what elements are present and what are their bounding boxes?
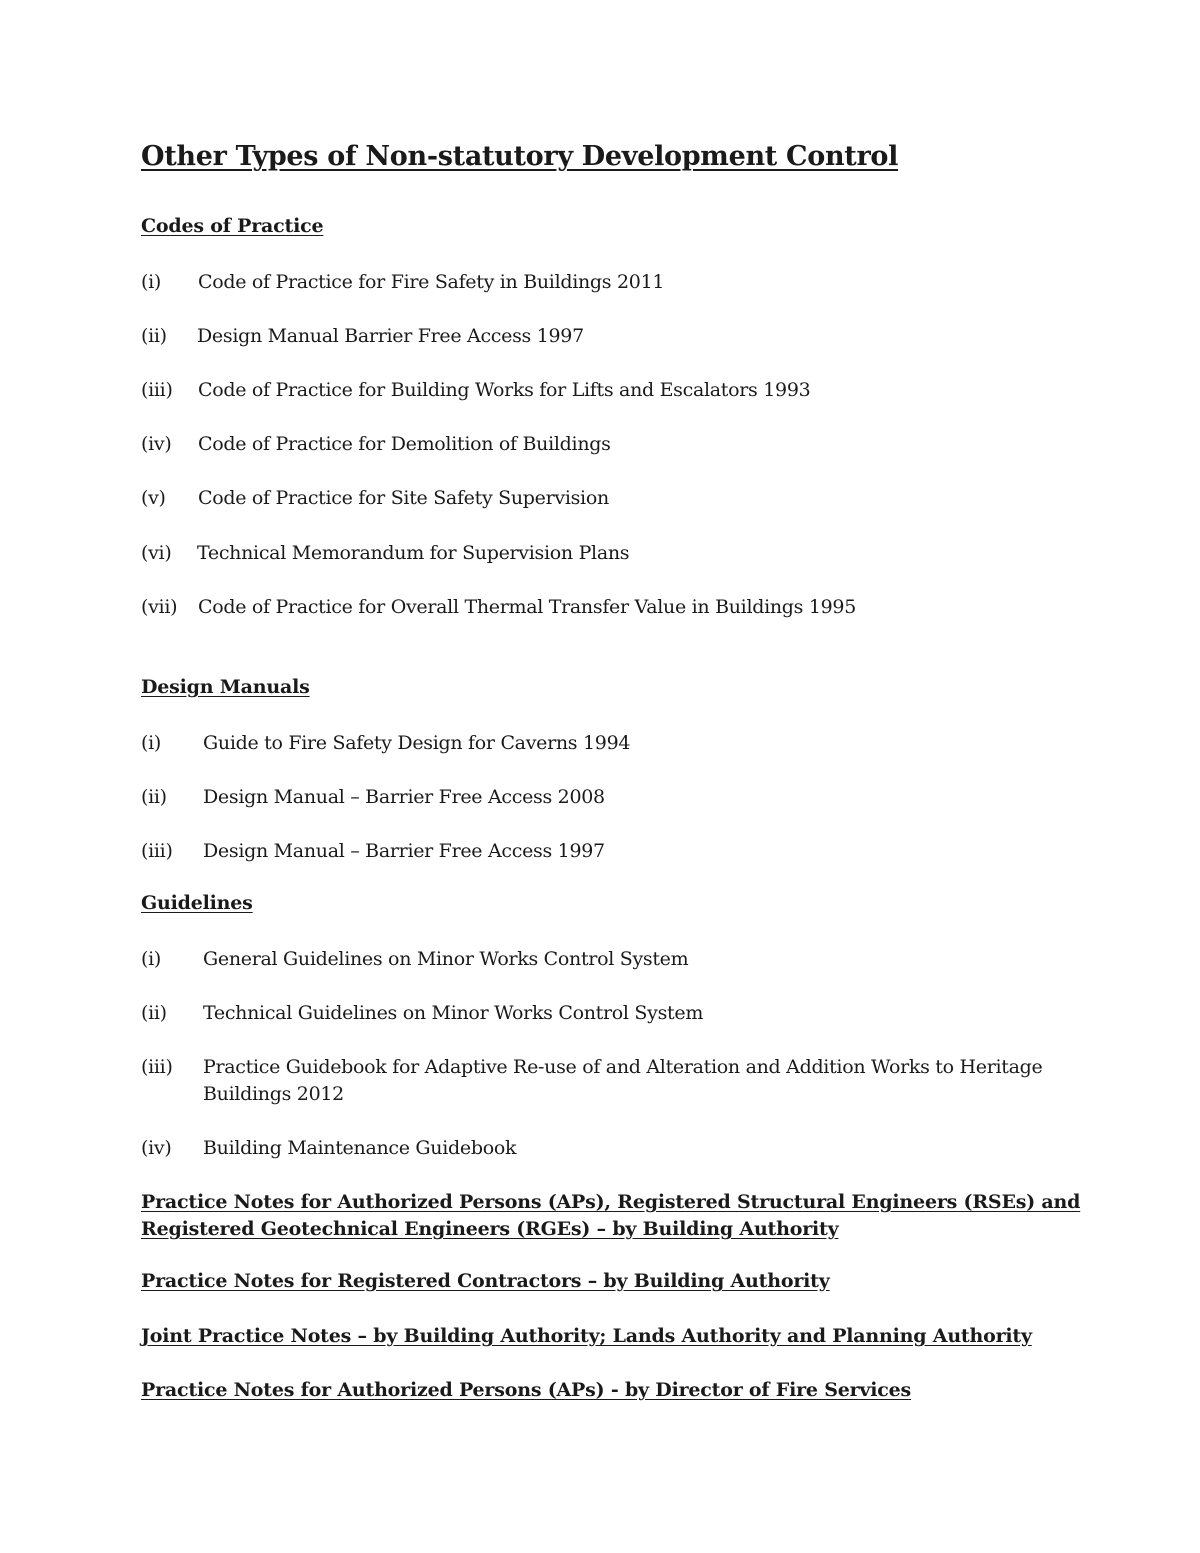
section-heading-design-manuals: Design Manuals <box>141 676 310 698</box>
list-item-text: Code of Practice for Building Works for Lifts and Escalators 1993 <box>198 379 811 401</box>
practice-notes-heading-joint: Joint Practice Notes – by Building Authority; Lands Authority and Planning Authority <box>141 1325 1032 1347</box>
list-item-number: (iv) <box>141 433 172 455</box>
list-item-text: Code of Practice for Site Safety Supervision <box>198 487 609 509</box>
list-item-number: (iii) <box>141 840 173 862</box>
list-item-number: (i) <box>141 948 162 970</box>
list-item-number: (iii) <box>141 379 173 401</box>
list-item-text: Technical Memorandum for Supervision Plans <box>197 542 630 564</box>
list-item-text: General Guidelines on Minor Works Control System <box>203 948 689 970</box>
list-item-text: Design Manual Barrier Free Access 1997 <box>197 325 584 347</box>
list-item-number: (iii) <box>141 1056 173 1078</box>
list-item-text: Design Manual – Barrier Free Access 1997 <box>203 840 605 862</box>
practice-notes-heading-registered-contractors: Practice Notes for Registered Contractors – by Building Authority <box>141 1270 830 1292</box>
list-item-number: (iv) <box>141 1137 172 1159</box>
list-item-text: Design Manual – Barrier Free Access 2008 <box>203 786 605 808</box>
list-item-text: Technical Guidelines on Minor Works Control System <box>203 1002 704 1024</box>
section-heading-codes-of-practice: Codes of Practice <box>141 215 324 237</box>
list-item-text: Code of Practice for Fire Safety in Buildings 2011 <box>198 271 665 293</box>
practice-notes-heading-aps-rses-rges: Practice Notes for Authorized Persons (APs), Registered Structural Engineers (RSEs) and Registered Geotechnical Engineers (RGEs) – by Building Authority <box>141 1191 1081 1240</box>
list-item-number: (vi) <box>141 542 172 564</box>
list-item-number: (v) <box>141 487 166 509</box>
list-item-text: Practice Guidebook for Adaptive Re-use of and Alteration and Addition Works to Heritage Buildings 2012 <box>203 1056 1043 1105</box>
practice-notes-heading-fire-services: Practice Notes for Authorized Persons (APs) - by Director of Fire Services <box>141 1379 912 1401</box>
list-item-number: (ii) <box>141 325 167 347</box>
section-heading-guidelines: Guidelines <box>141 892 253 914</box>
list-item-text: Code of Practice for Demolition of Buildings <box>198 433 611 455</box>
list-item-number: (i) <box>141 271 162 293</box>
list-item-number: (ii) <box>141 1002 167 1024</box>
list-item-text: Building Maintenance Guidebook <box>203 1137 517 1159</box>
list-item-number: (ii) <box>141 786 167 808</box>
list-item-text: Code of Practice for Overall Thermal Transfer Value in Buildings 1995 <box>198 596 857 618</box>
document-title: Other Types of Non-statutory Development Control <box>141 141 899 172</box>
list-item-text: Guide to Fire Safety Design for Caverns 1994 <box>203 732 631 754</box>
list-item-number: (vii) <box>141 596 178 618</box>
list-item-number: (i) <box>141 732 162 754</box>
